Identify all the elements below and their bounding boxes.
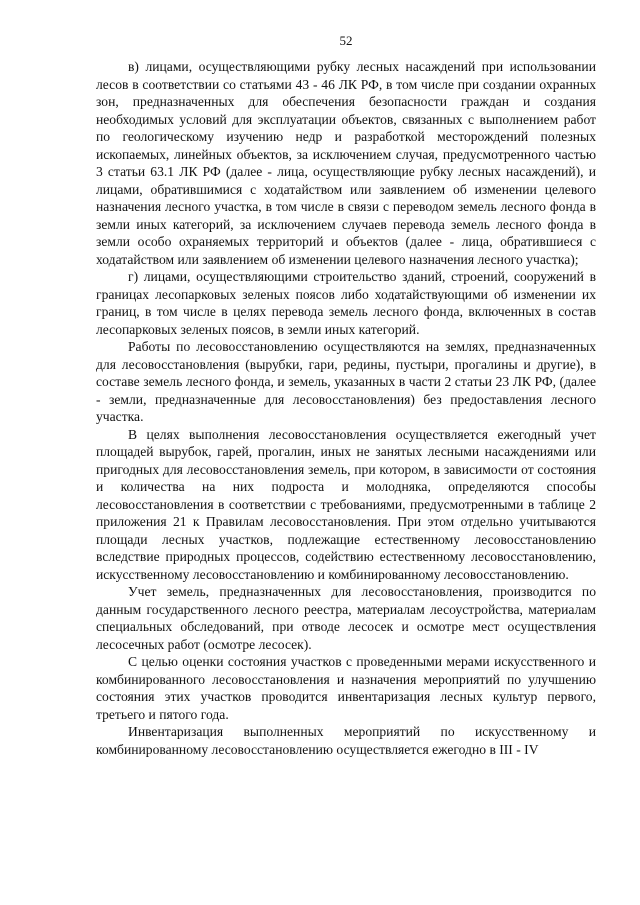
paragraph-item-v: в) лицами, осуществляющими рубку лесных насаждений при использовании лесов в соответствии со статьями 43 - 46 ЛК РФ, в том числе при создании охранных зон, предназначенных для обеспечения безопасности граждан и создания необходимых условий для эксплуатации объектов, связанных с выполнением работ по геологическому изучению недр и разработкой месторождений полезных ископаемых, линейных объектов, за исключением случая, предусмотренного частью 3 статьи 63.1 ЛК РФ (далее - лица, осуществляющие рубку лесных насаждений), и лицами, обратившимися с ходатайством или заявлением об изменении целевого назначения лесного участка, в том числе в связи с переводом земель лесного фонда в земли иных категорий, за исключением случаев перевода земель лесного фонда в земли особо охраняемых территорий и объектов (далее - лица, обратившиеся с ходатайством или заявлением об изменении целевого назначения лесного участка); <box>96 59 596 267</box>
paragraph-annual-accounting: В целях выполнения лесовосстановления осуществляется ежегодный учет площадей вырубок, гарей, прогалин, иных не занятых лесными насаждениями или пригодных для лесовосстановления земель, при котором, в зависимости от состояния и количества на них подроста и молодняка, определяются способы лесовосстановления в соответствии с требованиями, предусмотренными в таблице 2 приложения 21 к Правилам лесовосстановления. При этом отдельно учитываются площади лесных участков, подлежащие естественному лесовосстановлению вследствие природных процессов, содействию естественному лесовосстановлению, искусственному лесовосстановлению и комбинированному лесовосстановлению. <box>96 426 596 582</box>
paragraph-state-assessment: С целью оценки состояния участков с проведенными мерами искусственного и комбинированного лесовосстановления и назначения мероприятий по улучшению состояния этих участков проводится инвентаризация лесных культур первого, третьего и пятого года. <box>96 654 596 722</box>
paragraph-item-g: г) лицами, осуществляющими строительство зданий, строений, сооружений в границах лесопарковых зеленых поясов либо ходатайствующими об изменении их границ, в том числе в целях перевода земель лесного фонда, включенных в состав лесопарковых зеленых поясов, в земли иных категорий. <box>96 269 596 337</box>
page-number: 52 <box>339 33 353 48</box>
paragraph-land-accounting: Учет земель, предназначенных для лесовосстановления, производится по данным государственного лесного реестра, материалам лесоустройства, материалам специальных обследований, при отводе лесосек и осмотре мест осуществления лесосечных работ (осмотре лесосек). <box>96 584 596 652</box>
paragraph-reforestation-works: Работы по лесовосстановлению осуществляются на землях, предназначенных для лесовосстановления (вырубки, гари, редины, пустыри, прогалины и другие), в составе земель лесного фонда, и земель, указанных в части 2 статьи 23 ЛК РФ, (далее - земли, предназначенные для лесовосстановления) без предоставления лесного участка. <box>96 339 596 424</box>
paragraph-inventory: Инвентаризация выполненных мероприятий по искусственному и комбинированному лесовосстановлению осуществляется ежегодно в III - IV <box>96 724 596 757</box>
